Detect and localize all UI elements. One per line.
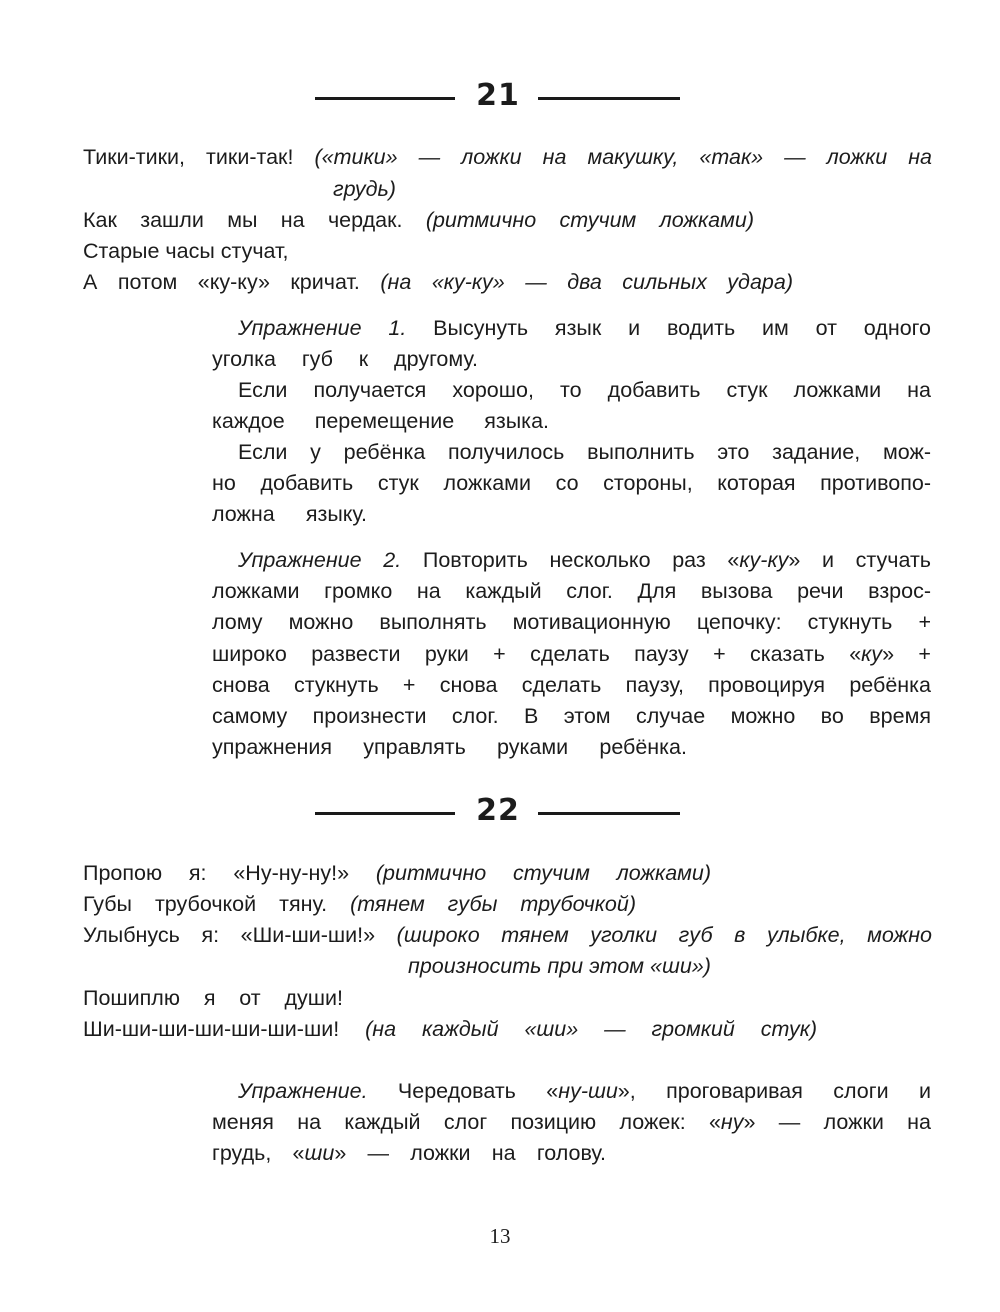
poem-line: Тики-тики, тики-так! («тики» — ложки на макушку, «так» — ложки на [83,145,933,169]
poem-note: («тики» — ложки на макушку, «так» — ложки на [314,145,933,169]
poem-line: Как зашли мы на чердак. (ритмично стучим ложками) [83,208,754,232]
exercise-line: Упражнение 2. Повторить несколько раз «ку-ку» и стучать [238,548,931,572]
exercise-label: Упражнение 1. [238,316,407,340]
heading-rule-left [315,97,455,100]
poem-note: (широко тянем уголки губ в улыбке, можно [396,923,932,947]
poem-line: Ши-ши-ши-ши-ши-ши-ши! (на каждый «ши» — громкий стук) [83,1017,818,1041]
exercise-line: но добавить стук ложками со стороны, которая противопо- [212,471,931,495]
page-number: 13 [489,1224,511,1248]
poem-note: (ритмично стучим ложками) [375,861,712,885]
poem-note: (тянем губы трубочкой) [350,892,636,916]
exercise-line: упражнения управлять руками ребёнка. [212,735,687,759]
poem-note-continuation: произносить при этом «ши») [408,954,711,978]
exercise-line: Упражнение 1. Высунуть язык и водить им от одного [238,316,931,340]
exercise-line: меняя на каждый слог позицию ложек: «ну» — ложки на [212,1110,931,1134]
poem-note-continuation: грудь) [333,177,396,201]
exercise-line: Упражнение. Чередовать «ну-ши», проговаривая слоги и [238,1079,931,1103]
exercise-line: уголка губ к другому. [212,347,478,371]
section-22-heading [0,793,1000,833]
heading-rule-left [315,812,455,815]
poem-line: Старые часы стучат, [83,239,289,263]
exercise-line: Если получается хорошо, то добавить стук ложками на [238,378,931,402]
exercise-line: лому можно выполнять мотивационную цепочку: стукнуть + [212,610,931,634]
exercise-line: ложна языку. [212,502,367,526]
poem-line: А потом «ку-ку» кричат. (на «ку-ку» — два сильных удара) [83,270,793,294]
exercise-line: грудь, «ши» — ложки на голову. [212,1141,606,1165]
exercise-line: снова стукнуть + снова сделать паузу, провоцируя ребёнка [212,673,931,697]
poem-line: Улыбнусь я: «Ши-ши-ши!» (широко тянем уголки губ в улыбке, можно [83,923,932,947]
exercise-line: каждое перемещение языка. [212,409,549,433]
poem-note: (ритмично стучим ложками) [425,208,754,232]
heading-rule-right [538,97,680,100]
exercise-line: широко развести руки + сделать паузу + сказать «ку» + [212,642,931,666]
section-number: 21 [476,78,520,113]
poem-note: (на «ку-ку» — два сильных удара) [380,270,793,294]
exercise-label: Упражнение 2. [238,548,402,572]
exercise-line: ложками громко на каждый слог. Для вызова речи взрос- [212,579,931,603]
exercise-line: Если у ребёнка получилось выполнить это задание, мож- [238,440,931,464]
poem-line: Пошиплю я от души! [83,986,343,1010]
poem-note: (на каждый «ши» — громкий стук) [365,1017,818,1041]
section-21-heading [0,78,1000,118]
heading-rule-right [538,812,680,815]
section-number: 22 [476,793,520,828]
exercise-label: Упражнение. [238,1079,368,1103]
poem-line: Пропою я: «Ну-ну-ну!» (ритмично стучим ложками) [83,861,712,885]
exercise-line: самому произнести слог. В этом случае можно во время [212,704,931,728]
poem-line: Губы трубочкой тяну. (тянем губы трубочкой) [83,892,636,916]
